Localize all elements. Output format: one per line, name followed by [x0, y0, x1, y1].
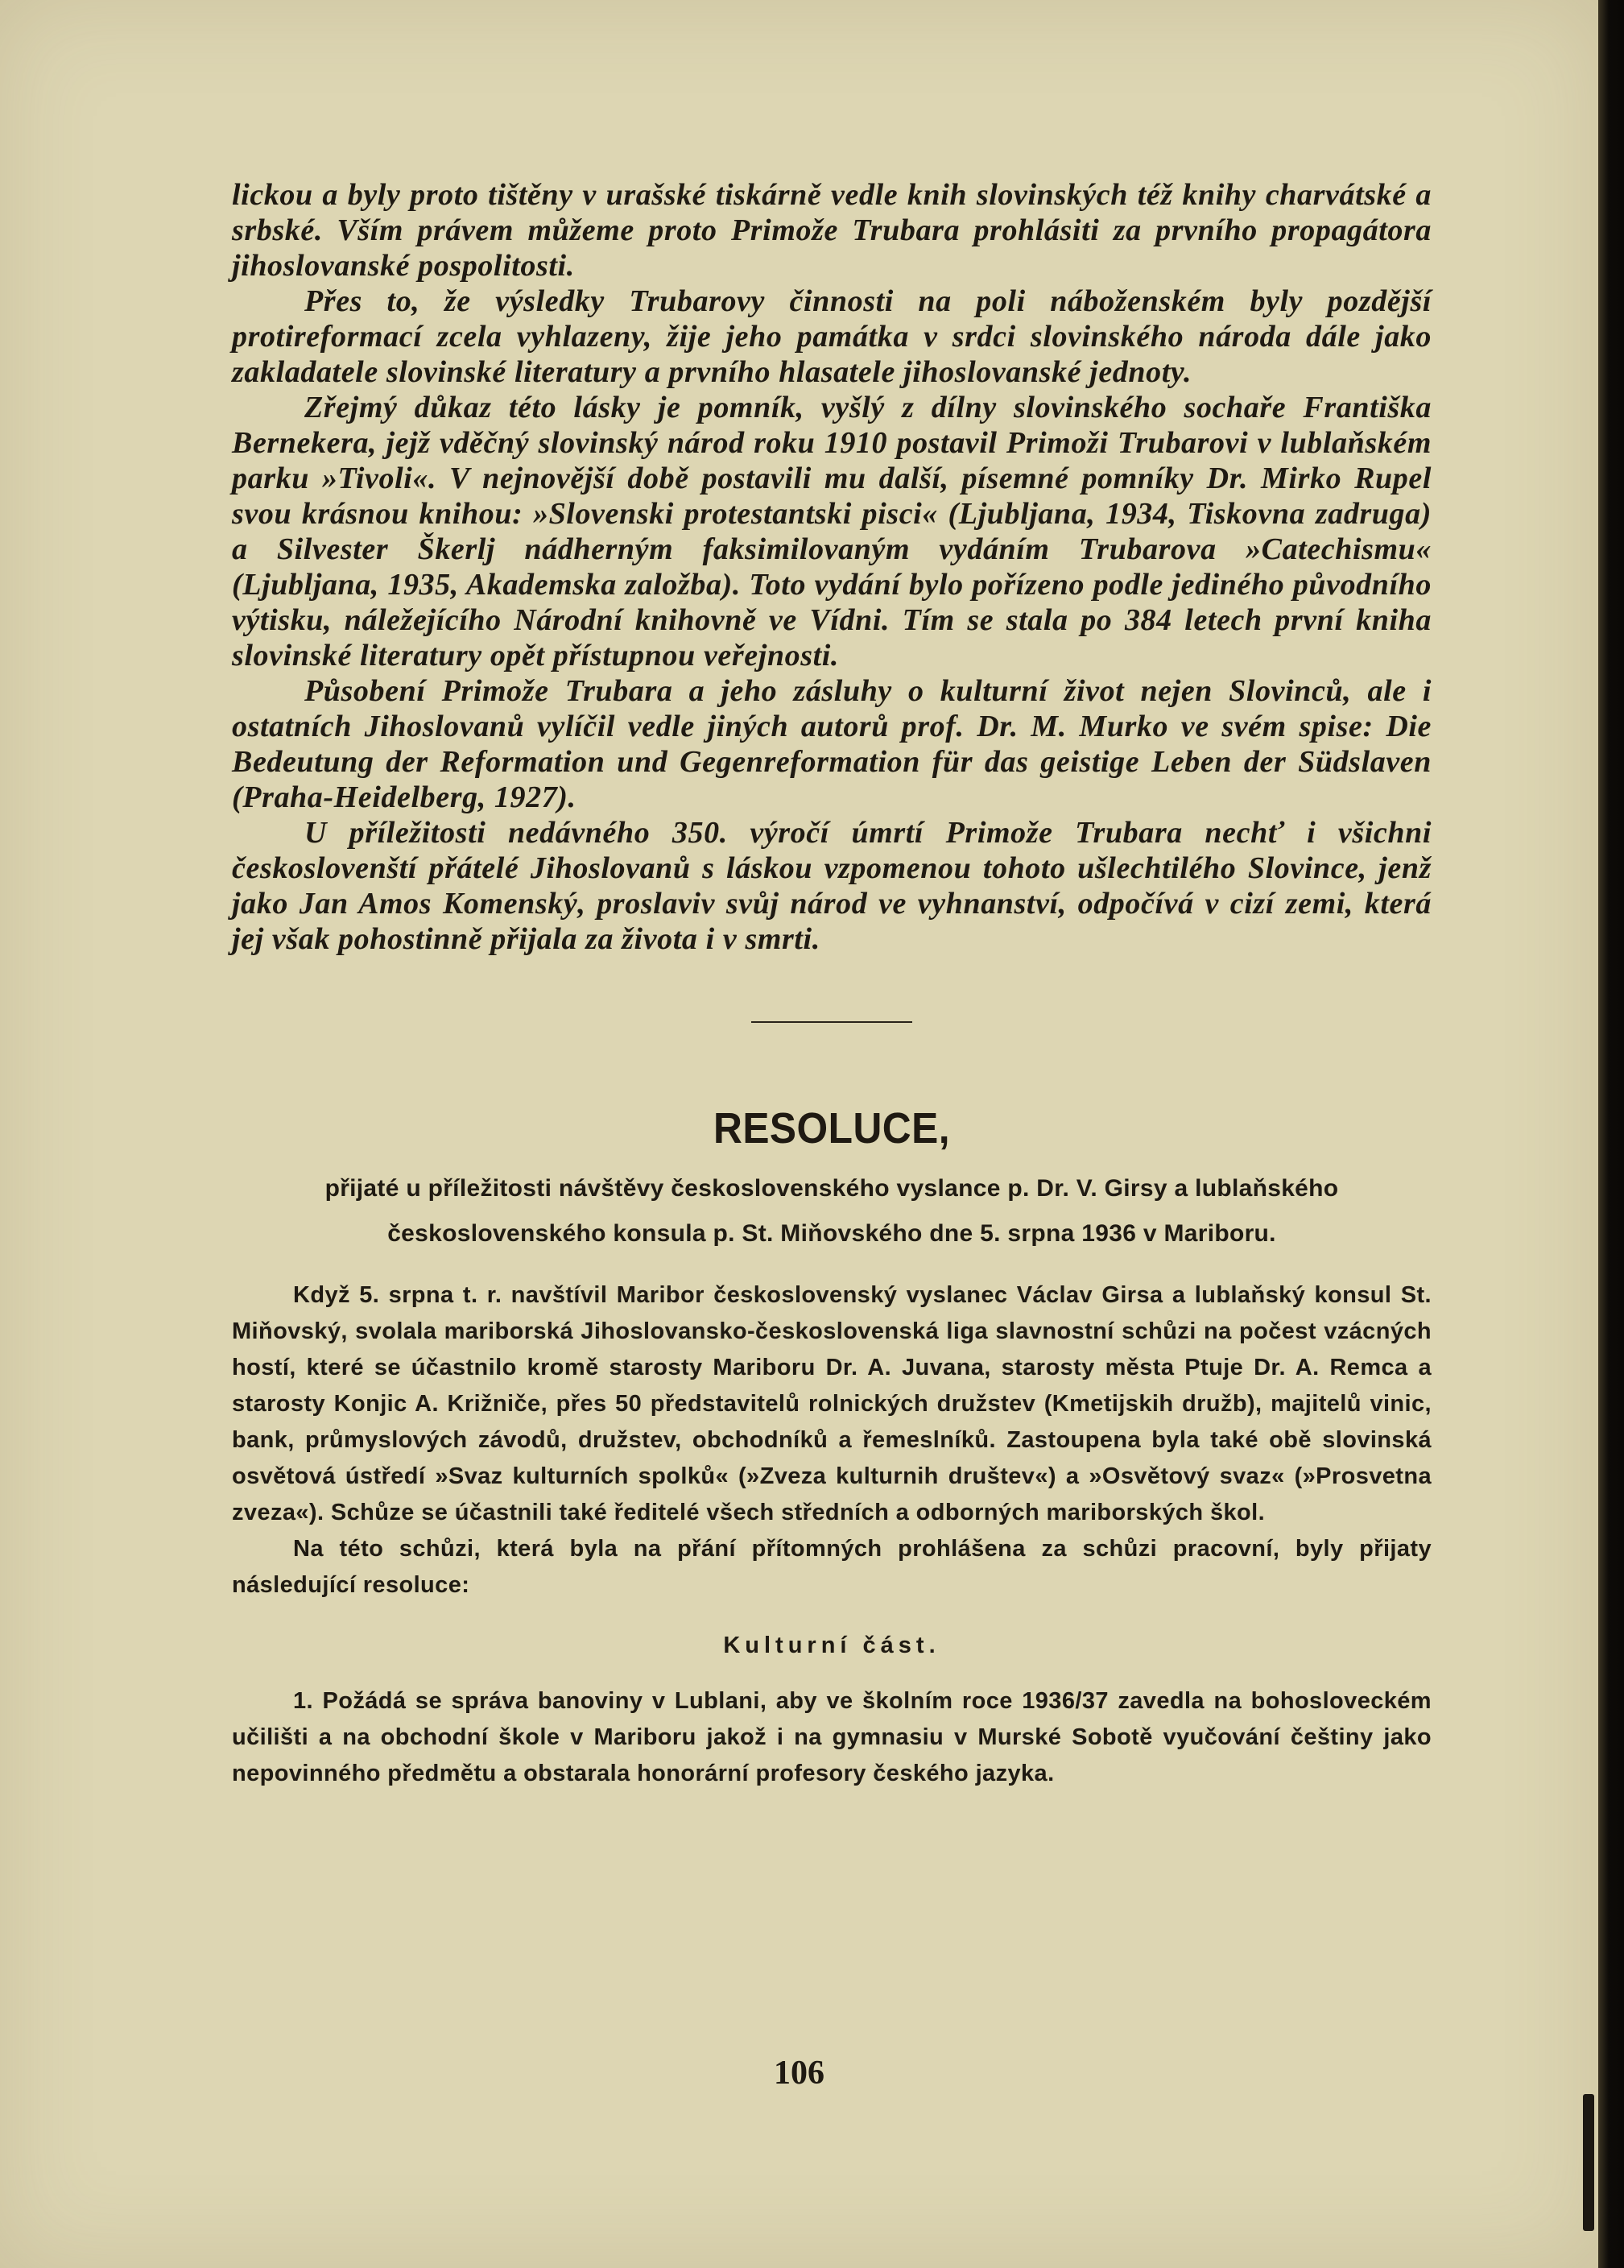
resolution-item-1: 1. Požádá se správa banoviny v Lublani, aby ve školním roce 1936/37 zavedla na bohosloveckém učilišti a na obchodní škole v Mariboru jakož i na gymnasiu v Murské Sobotě vyučování češtiny jako nepovinného předmětu a obstarala honorární profesory českého jazyka.	[232, 1688, 1432, 1786]
paragraph-adopted: Na této schůzi, která byla na přání přítomných prohlášena za schůzi pracovní, byly přijaty následující resoluce:	[232, 1536, 1432, 1598]
paragraph-murko: Působení Primože Trubara a jeho zásluhy o kulturní život nejen Slovinců, ale i ostatních Jihoslovanů vylíčil vedle jiných autorů prof. Dr. M. Murko ve svém spise: Die Bedeutung der Reformation und Gegenreformation für das geistige Leben der Südslaven (Praha-Heidelberg, 1927).	[232, 674, 1432, 814]
resolution-subheading	[232, 1166, 1432, 1256]
paragraph-continuation: lickou a byly proto tištěny v urašské tiskárně vedle knih slovinských též knihy charvátské a srbské. Vším právem můžeme proto Primože Trubara prohlásiti za prvního propagátora jihoslovanské pospolitosti.	[232, 178, 1432, 283]
section-divider	[751, 1021, 912, 1023]
paragraph-meeting: Když 5. srpna t. r. navštívil Maribor československý vyslanec Václav Girsa a lublaňský konsul St. Miňovský, svolala mariborská Jihoslovansko-československá liga slavnostní schůzi na počest vzácných hostí, které se účastnilo kromě starosty Mariboru Dr. A. Juvana, starosty města Ptuje Dr. A. Remca a starosty Konjic A. Križniče, přes 50 představitelů rolnických družstev (Kmetijskih družb), majitelů vinic, bank, průmyslových závodů, družstev, obchodníků a řemeslníků. Zastoupena byla také obě slovinská osvětová ústředí »Svaz kulturních spolků« (»Zveza kulturnih društev«) a »Osvětový svaz« (»Prosvetna zveza«). Schůze se účastnili také ředitelé všech středních a odborných mariborských škol.	[232, 1282, 1432, 1525]
paragraph-anniversary: U příležitosti nedávného 350. výročí úmrtí Primože Trubara nechť i všichni českoslovenští přátelé Jihoslovanů s láskou vzpomenou tohoto ušlechtilého Slovince, jenž jako Jan Amos Komenský, proslaviv svůj národ ve vyhnanství, odpočívá v cizí zemi, která jej však pohostinně přijala za života i v smrti.	[232, 816, 1432, 956]
subheading-line-1: přijaté u příležitosti návštěvy československého vyslance p. Dr. V. Girsy a lublaňského	[324, 1175, 1339, 1202]
article-continuation	[232, 177, 1432, 957]
paragraph-monuments: Zřejmý důkaz této lásky je pomník, vyšlý z dílny slovinského sochaře Františka Bernekera, jejž vděčný slovinský národ roku 1910 postavil Primoži Trubarovi v lublaňském parku »Tivoli«. V nejnovější době postavili mu další, písemné pomníky Dr. Mirko Rupel svou krásnou knihou: »Slovenski protestantski pisci« (Ljubljana, 1934, Tiskovna zadruga) a Silvester Škerlj nádherným faksimilovaným vydáním Trubarova »Catechismu« (Ljubljana, 1935, Akademska založba). Toto vydání bylo pořízeno podle jediného původního výtisku, náležejícího Národní knihovně ve Vídni. Tím se stala po 384 letech první kniha slovinské literatury opět přístupnou veřejnosti.	[232, 391, 1432, 673]
resolution-body	[232, 1277, 1432, 1792]
page-content	[232, 177, 1432, 1792]
binding-edge	[1598, 0, 1624, 2268]
section-title-cultural: Kulturní část.	[723, 1633, 940, 1658]
subheading-line-2: československého konsula p. St. Miňovského dne 5. srpna 1936 v Mariboru.	[387, 1220, 1276, 1247]
page-number: 106	[774, 2055, 824, 2092]
paragraph-legacy: Přes to, že výsledky Trubarovy činnosti na poli náboženském byly pozdější protireformací zcela vyhlazeny, žije jeho památka v srdci slovinského národa dále jako zakladatele slovinské literatury a prvního hlasatele jihoslovanské jednoty.	[232, 284, 1432, 389]
resolution-heading: RESOLUCE,	[713, 1104, 950, 1153]
binding-mark	[1583, 2094, 1594, 2231]
